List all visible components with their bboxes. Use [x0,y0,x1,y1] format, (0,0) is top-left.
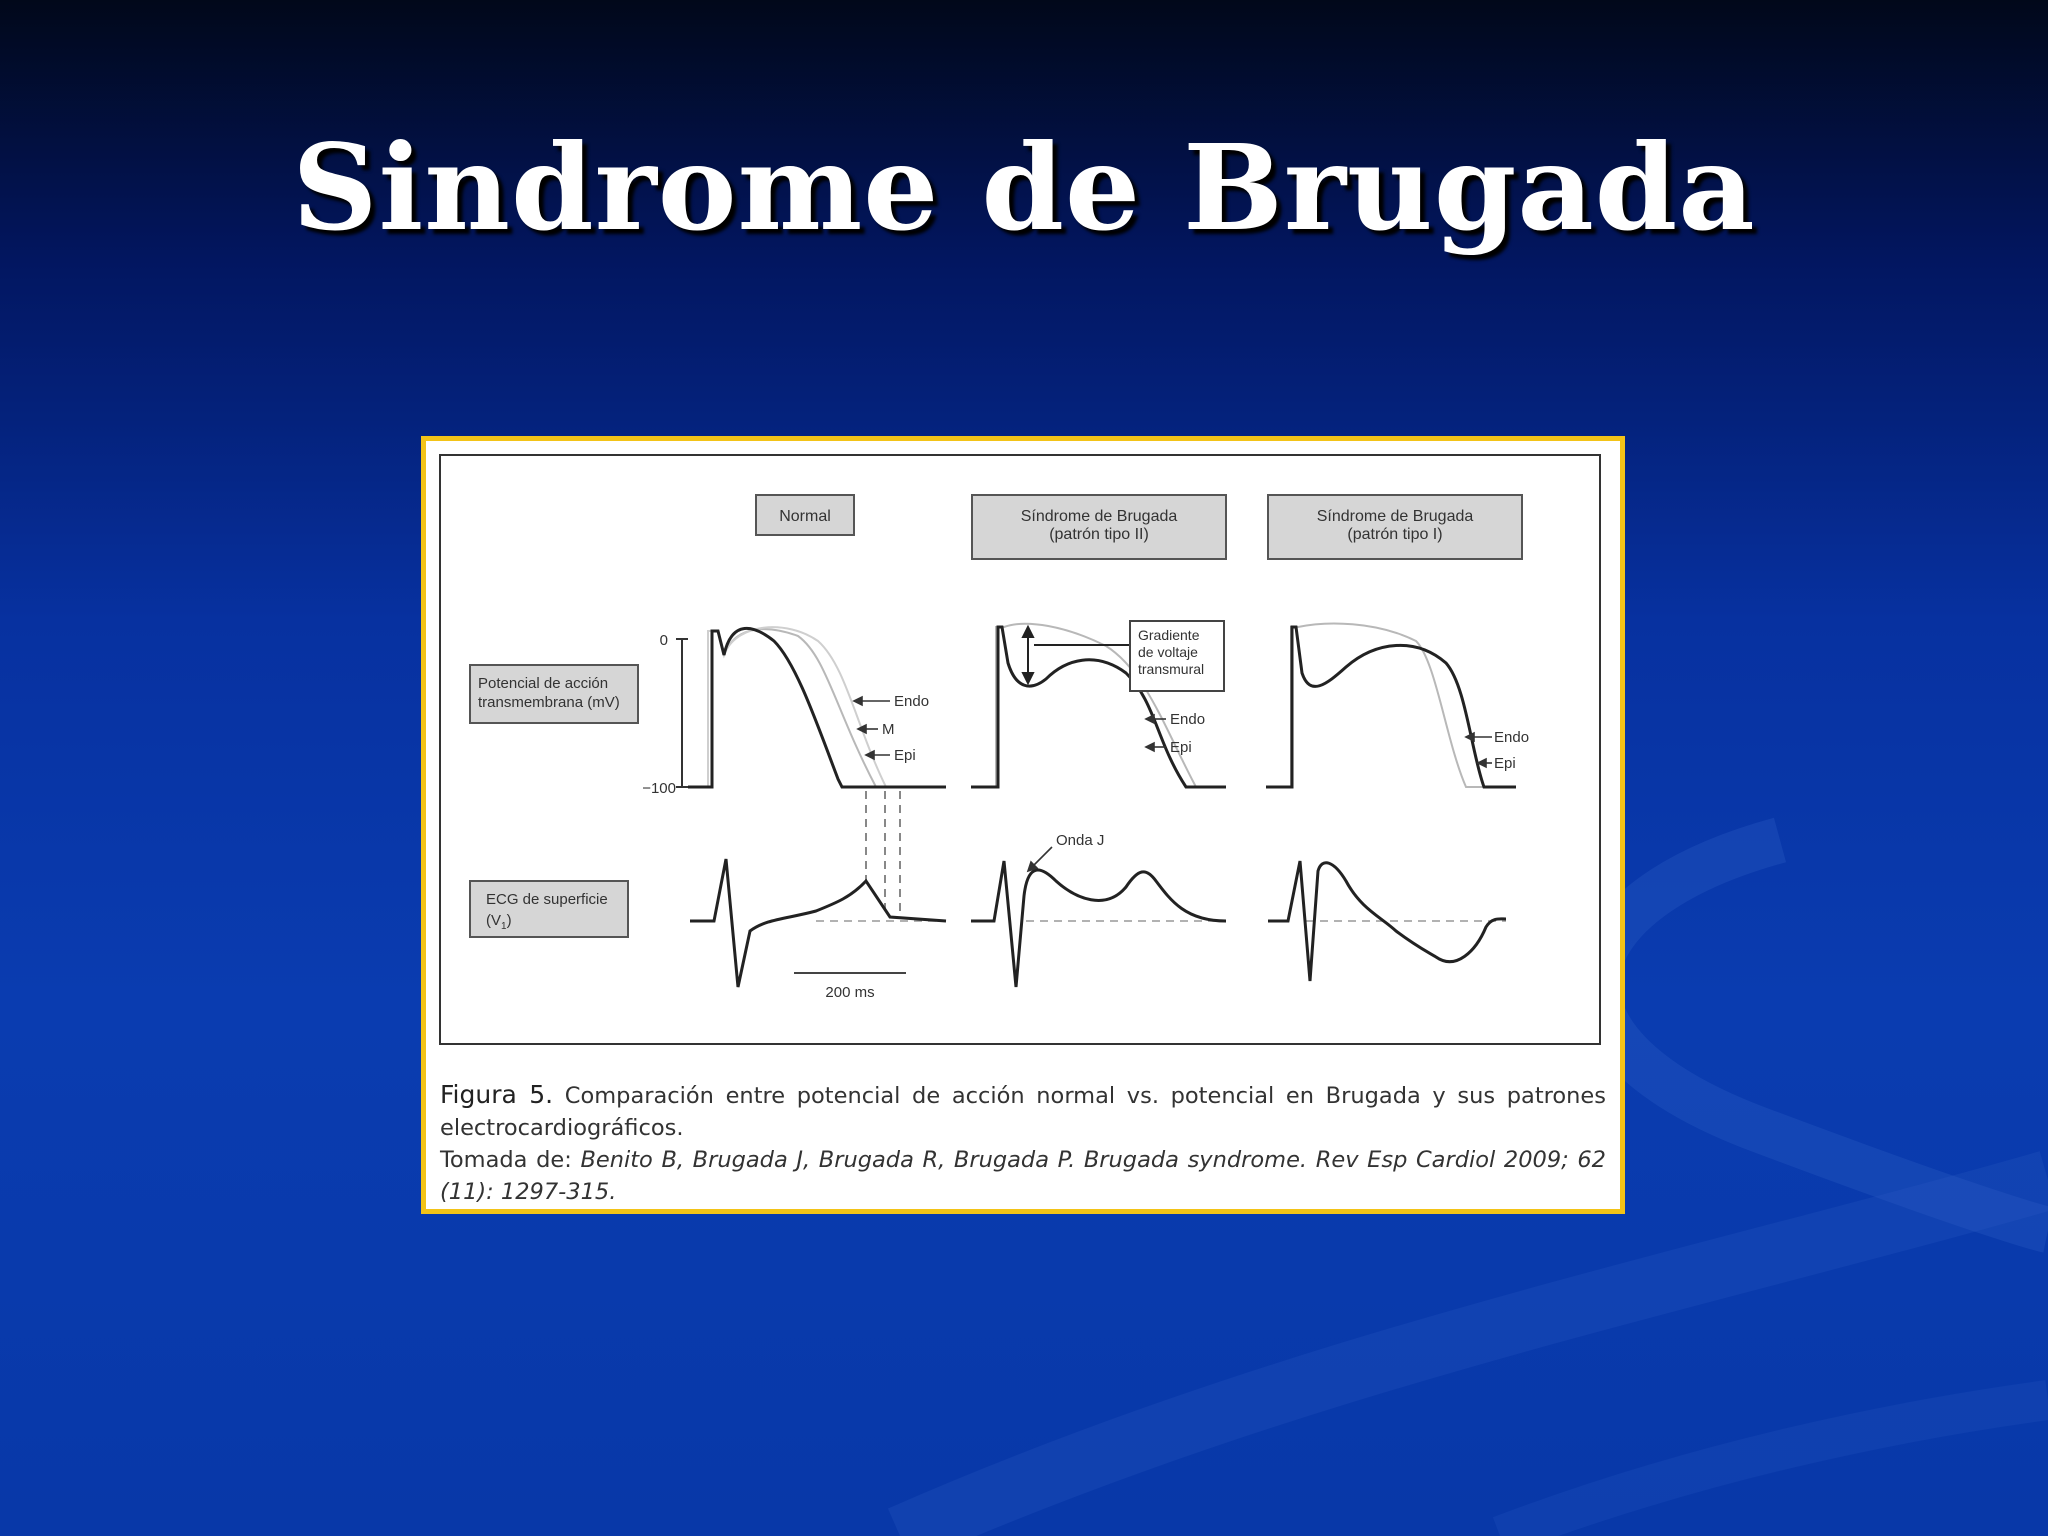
row-ap-line2: transmembrana (mV) [478,694,620,711]
label-epi-normal: Epi [894,747,916,764]
caption-source [440,1144,1606,1208]
header-brugada2-line1: Síndrome de Brugada [1020,508,1178,525]
label-endo-brugada1: Endo [1494,729,1530,746]
header-brugada1-line2: (patrón tipo I) [1347,526,1443,543]
gradient-line3: transmural [1138,661,1205,677]
scale-label: 200 ms [825,984,875,1001]
label-endo-normal: Endo [894,693,930,710]
gradient-line2: de voltaje [1138,644,1198,660]
header-brugada-type2 [972,495,1226,559]
caption-source-prefix: Tomada de: [440,1147,572,1173]
header-brugada2-line2: (patrón tipo II) [1049,526,1149,543]
row-label-action-potential [470,665,638,723]
label-m-normal: M [882,721,895,738]
figure-frame [421,436,1625,1214]
axis-label-minus100: −100 [642,780,676,797]
gradient-line1: Gradiente [1138,627,1200,643]
label-epi-brugada1: Epi [1494,755,1516,772]
caption-description [440,1079,1606,1144]
axis-label-0: 0 [659,632,668,649]
row-label-ecg [470,881,628,937]
gradient-label-box [1130,621,1224,691]
header-brugada1-line1: Síndrome de Brugada [1316,508,1474,525]
label-epi-brugada2: Epi [1170,739,1192,756]
header-normal-label: Normal [779,508,831,525]
caption-lead: Figura 5. [440,1080,554,1109]
row-ecg-line1: ECG de superficie [486,891,608,908]
figure-caption [440,1079,1606,1208]
header-normal [756,495,854,535]
header-brugada-type1 [1268,495,1522,559]
slide-title: Sindrome de Brugada [292,118,1756,257]
label-onda-j: Onda J [1056,832,1105,849]
label-endo-brugada2: Endo [1170,711,1206,728]
row-ecg-line2: $(V_1)$ [486,912,512,932]
row-ap-line1: Potencial de acción [478,675,609,692]
caption-source-ref: Benito B, Brugada J, Brugada R, Brugada P. Brugada syndrome. Rev Esp Cardiol 2009; 62 (11): 1297-315. [440,1147,1606,1205]
caption-text: Comparación entre potencial de acción normal vs. potencial en Brugada y sus patrones electrocardiográficos. [440,1083,1606,1141]
